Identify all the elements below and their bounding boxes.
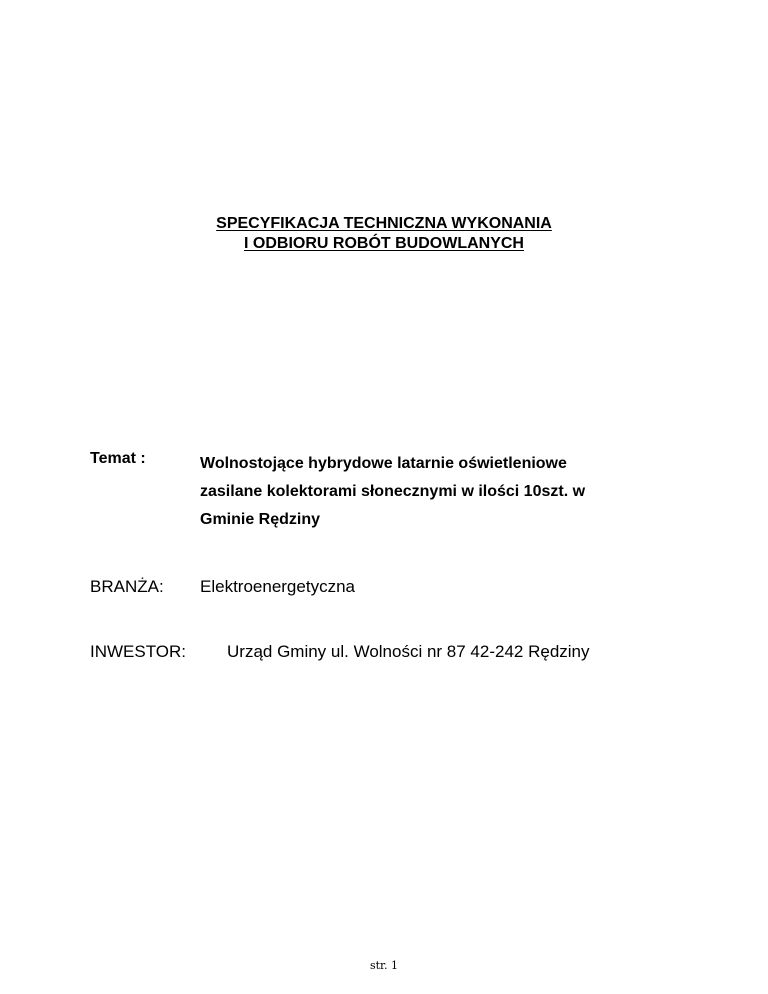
document-title xyxy=(0,214,768,254)
document-title-line-2: I ODBIORU ROBÓT BUDOWLANYCH xyxy=(244,235,524,252)
document-title-line-1: SPECYFIKACJA TECHNICZNA WYKONANIA xyxy=(216,215,552,232)
investor-value: Urząd Gminy ul. Wolności nr 87 42-242 Rędziny xyxy=(227,642,590,661)
subject-value xyxy=(200,450,585,534)
investor-label: INWESTOR: xyxy=(90,642,187,661)
subject-line-3: Gminie Rędziny xyxy=(200,511,321,528)
subject-label: Temat : xyxy=(90,450,146,467)
subject-line-1: Wolnostojące hybrydowe latarnie oświetleniowe xyxy=(200,455,567,472)
subject-line-2: zasilane kolektorami słonecznymi w ilości 10szt. w xyxy=(200,483,586,500)
industry-value: Elektroenergetyczna xyxy=(200,577,355,596)
industry-label: BRANŻA: xyxy=(90,577,164,596)
page-number: str. 1 xyxy=(369,959,399,972)
